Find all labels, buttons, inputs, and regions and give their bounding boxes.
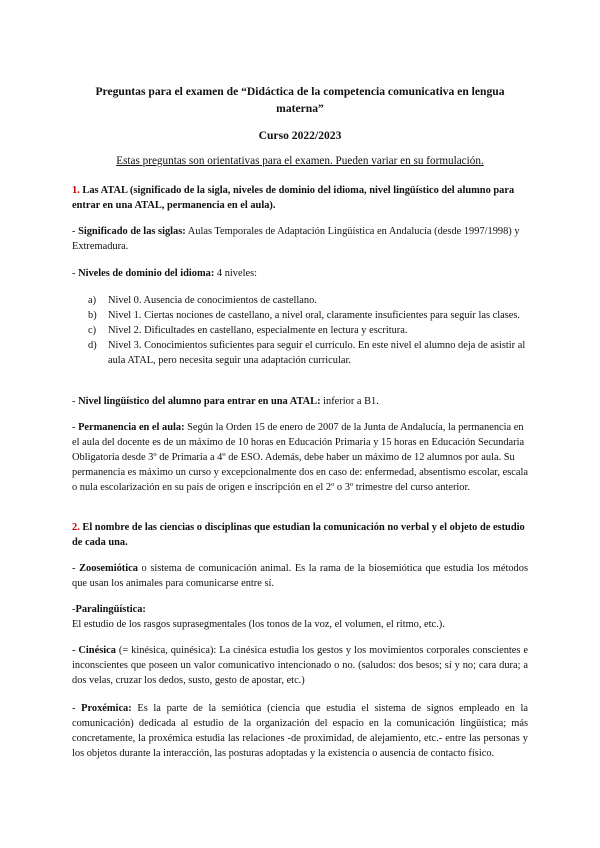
list-item-text: Nivel 3. Conocimientos suficientes para seguir el currículo. En este nivel el alumno deja de asistir al aula ATAL, pero necesita seguir una adaptación curricular. [108,340,526,366]
question-1-number: 1. [72,185,80,196]
paralinguistica-text: El estudio de los rasgos suprasegmentales (los tonos de la voz, el volumen, el ritmo, etc.). [72,619,445,630]
nivel-ling-text: inferior a B1. [320,396,379,407]
cinesica-label: Cinésica [78,645,116,656]
zoosemiotica-paragraph: - Zoosemiótica o sistema de comunicación animal. Es la rama de la biosemiótica que estudia los métodos que usan los animales para comunicarse entre sí. [72,563,528,589]
question-2-text: El nombre de las ciencias o disciplinas que estudian la comunicación no verbal y el objeto de estudio de cada una. [72,522,525,548]
list-item-text: Nivel 1. Ciertas nociones de castellano, a nivel oral, claramente insuficientes para seguir las clases. [108,310,521,321]
nivel-ling-paragraph: - Nivel lingüístico del alumno para entrar en una ATAL: inferior a B1. [72,396,379,407]
levels-list [88,293,528,368]
list-item-text: Nivel 2. Dificultades en castellano, especialmente en lectura y escritura. [108,325,408,336]
cinesica-text: (= kinésica, quinésica): La cinésica estudia los gestos y los movimientos corporales conscientes e inconscientes que poseen un valor comunicativo intencionado o no. (saludos: dos besos; sí y no; cara dura; a dos velas, cruzar los dedos, susto, gesto de apostar, etc.) [72,645,528,686]
list-item-text: Nivel 0. Ausencia de conocimientos de castellano. [108,295,317,306]
siglas-text: Aulas Temporales de Adaptación Lingüística en Andalucía (desde 1997/1998) y Extremadura. [72,226,520,252]
document-title: Preguntas para el examen de “Didáctica de la competencia comunicativa en lengua materna” [95,85,505,115]
siglas-paragraph: - Significado de las siglas: Aulas Temporales de Adaptación Lingüística en Andalucía (desde 1997/1998) y Extremadura. [72,226,520,252]
list-item [88,338,528,368]
orientation-note: Estas preguntas son orientativas para el examen. Pueden variar en su formulación. [116,155,484,167]
course-year: Curso 2022/2023 [258,129,342,142]
niveles-text: 4 niveles: [214,268,258,279]
list-marker: c) [88,325,97,336]
list-marker: d) [88,340,97,351]
cinesica-paragraph: - Cinésica (= kinésica, quinésica): La cinésica estudia los gestos y los movimientos corporales conscientes e inconscientes que poseen un valor comunicativo intencionado o no. (saludos: dos besos; sí y no; cara dura; a dos velas, cruzar los dedos, susto, gesto de apostar, etc.) [72,645,528,686]
question-2 [72,520,528,550]
paralinguistica-paragraph: -Paralingüística: El estudio de los rasgos suprasegmentales (los tonos de la voz, el volumen, el ritmo, etc.). [72,602,528,632]
proxemica-paragraph: - Proxémica: Es la parte de la semiótica (ciencia que estudia el sistema de signos empleado en la comunicación) dedicada al estudio de la organización del espacio en la comunicación lingüística; más concretamente, la proxémica estudia las relaciones -de proximidad, de alejamiento, etc.- entre las personas y los objetos durante la interacción, las posturas adoptadas y la existencia o ausencia de contacto físico. [72,703,528,759]
question-2-number: 2. [72,522,80,533]
list-marker: a) [88,295,97,306]
proxemica-text: Es la parte de la semiótica (ciencia que estudia el sistema de signos empleado en la comunicación) dedicada al estudio de la organización del espacio en la comunicación lingüística; más concretamente, la proxémica estudia las relaciones -de proximidad, de alejamiento, etc.- entre las personas y los objetos durante la interacción, las posturas adoptadas y la existencia o ausencia de contacto físico. [72,703,528,759]
permanencia-paragraph: - Permanencia en el aula: Según la Orden 15 de enero de 2007 de la Junta de Andalucía, la permanencia en el aula del docente es de un máximo de 10 horas en Educación Primaria y 15 horas en Educación Secundaria Obligatoria desde 3º de Primaria a 4º de ESO. Además, debe haber un máximo de 12 alumnos por aula. Su permanencia es máximo un curso y excepcionalmente dos en caso de: enfermedad, absentismo escolar, escala o nula escolarización en su país de origen e inscripción en el 2º o 3º trimestre del curso anterior. [72,422,529,493]
zoosemiotica-text: o sistema de comunicación animal. Es la rama de la biosemiótica que estudia los métodos que usan los animales para comunicarse entre sí. [72,563,528,589]
list-item [88,323,528,338]
siglas-label: Significado de las siglas: [78,226,186,237]
question-1 [72,183,528,213]
permanencia-text: Según la Orden 15 de enero de 2007 de la Junta de Andalucía, la permanencia en el aula del docente es de un máximo de 10 horas en Educación Primaria y 15 horas en Educación Secundaria Obligatoria desde 3º de Primaria a 4º de ESO. Además, debe haber un máximo de 12 alumnos por aula. Su permanencia es máximo un curso y excepcionalmente dos en caso de: enfermedad, absentismo escolar, escala o nula escolarización en su país de origen e inscripción en el 2º o 3º trimestre del curso anterior. [72,422,529,493]
nivel-ling-label: Nivel lingüístico del alumno para entrar en una ATAL: [78,396,321,407]
question-1-text: Las ATAL (significado de la sigla, niveles de dominio del idioma, nivel lingüístico del alumno para entrar en una ATAL, permanencia en el aula). [72,185,515,211]
list-marker: b) [88,310,97,321]
zoosemiotica-label: Zoosemiótica [79,563,138,574]
permanencia-label: Permanencia en el aula: [78,422,185,433]
proxemica-label: Proxémica: [81,703,132,714]
niveles-label: Niveles de dominio del idioma: [78,268,215,279]
niveles-paragraph: - Niveles de dominio del idioma: 4 niveles: [72,268,258,279]
list-item [88,293,528,308]
paralinguistica-label: Paralingüística: [75,604,146,615]
list-item [88,308,528,323]
